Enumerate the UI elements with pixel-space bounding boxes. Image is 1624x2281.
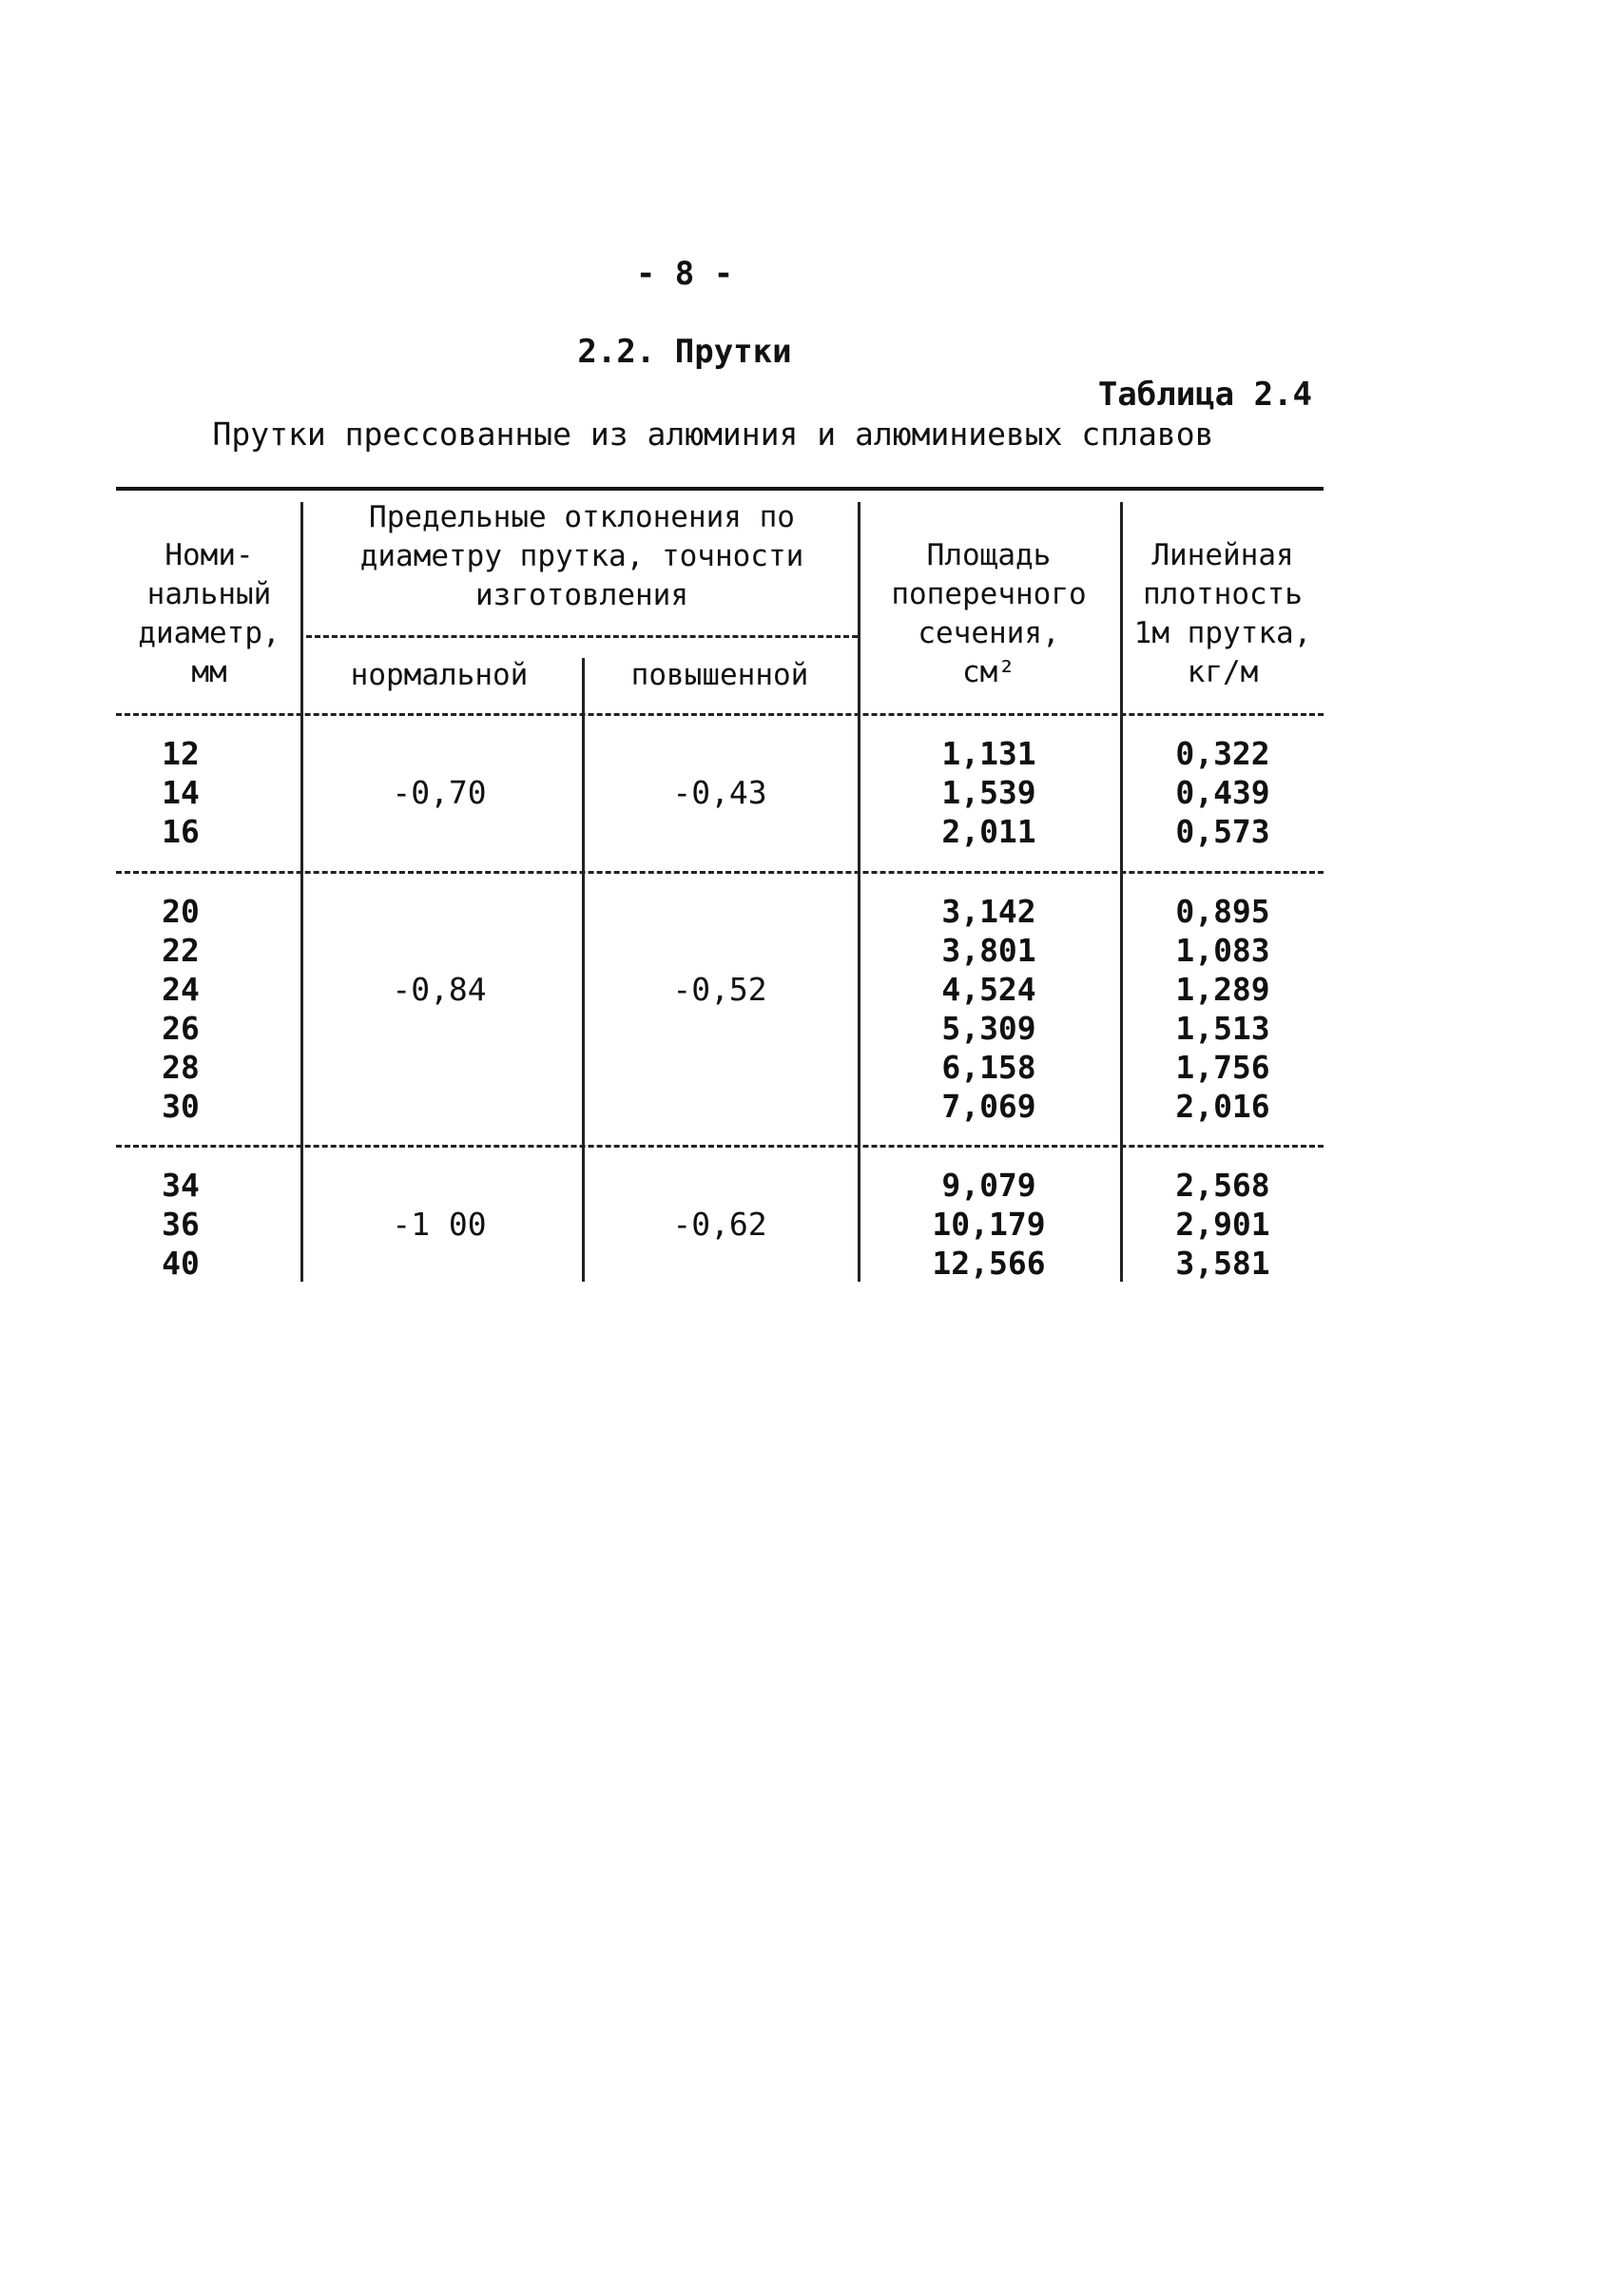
header-sub-rule [306, 635, 858, 638]
cell-density: 3,581 [1175, 1245, 1270, 1282]
table-top-rule [116, 487, 1324, 491]
cell-area: 1,539 [941, 774, 1036, 811]
header-diameter-line: Номи- [164, 538, 254, 572]
header-deviations [306, 498, 858, 615]
header-density-line: плотность [1143, 577, 1303, 611]
header-diameter-line: мм [191, 655, 227, 689]
cell-density: 0,573 [1175, 813, 1270, 850]
header-density-line: 1м прутка, [1133, 616, 1312, 650]
cell-diameter: 30 [162, 1088, 200, 1125]
cell-diameter: 16 [162, 813, 200, 850]
cell-area: 4,524 [941, 971, 1036, 1008]
cell-diameter: 20 [162, 893, 200, 930]
cell-area: 12,566 [932, 1245, 1046, 1282]
column-divider [300, 502, 303, 1282]
header-density [1122, 536, 1324, 692]
cell-area: 7,069 [941, 1088, 1036, 1125]
cell-density: 0,322 [1175, 735, 1270, 772]
cell-normal-tolerance: -1 00 [392, 1206, 487, 1243]
header-diameter [124, 536, 295, 692]
table-caption: Прутки прессованные из алюминия и алюминиевых сплавов [212, 416, 1214, 453]
cell-diameter: 14 [162, 774, 200, 811]
cell-area: 5,309 [941, 1010, 1036, 1047]
header-area-line: Площадь [926, 538, 1052, 572]
cell-area: 6,158 [941, 1049, 1036, 1086]
header-area-line: см² [962, 655, 1015, 689]
header-area-line: поперечного [891, 577, 1087, 611]
cell-density: 0,439 [1175, 774, 1270, 811]
cell-diameter: 28 [162, 1049, 200, 1086]
cell-area: 9,079 [941, 1167, 1036, 1204]
cell-diameter: 36 [162, 1206, 200, 1243]
cell-density: 1,289 [1175, 971, 1270, 1008]
cell-area: 3,801 [941, 932, 1036, 969]
header-diameter-line: диаметр, [138, 616, 280, 650]
section-title: 2.2. Прутки [577, 333, 792, 371]
cell-normal-tolerance: -0,70 [392, 774, 487, 811]
header-deviations-line: диаметру прутка, точности [359, 539, 804, 573]
cell-density: 2,901 [1175, 1206, 1270, 1243]
cell-area: 3,142 [941, 893, 1036, 930]
header-area-line: сечения, [918, 616, 1060, 650]
cell-density: 2,568 [1175, 1167, 1270, 1204]
header-high: повышенной [630, 658, 809, 692]
row-separator [116, 1145, 1324, 1148]
header-area [860, 536, 1117, 692]
row-separator [116, 871, 1324, 874]
row-separator [116, 713, 1324, 716]
header-density-line: кг/м [1187, 655, 1259, 689]
cell-diameter: 26 [162, 1010, 200, 1047]
cell-area: 1,131 [941, 735, 1036, 772]
cell-diameter: 12 [162, 735, 200, 772]
cell-density: 1,083 [1175, 932, 1270, 969]
table-label: Таблица 2.4 [1097, 376, 1312, 414]
cell-diameter: 40 [162, 1245, 200, 1282]
cell-density: 1,513 [1175, 1010, 1270, 1047]
cell-density: 0,895 [1175, 893, 1270, 930]
cell-density: 2,016 [1175, 1088, 1270, 1125]
header-diameter-line: нальный [146, 577, 272, 611]
cell-diameter: 34 [162, 1167, 200, 1204]
page-number: - 8 - [635, 255, 734, 293]
cell-high-tolerance: -0,62 [672, 1206, 767, 1243]
cell-area: 2,011 [941, 813, 1036, 850]
cell-diameter: 24 [162, 971, 200, 1008]
cell-diameter: 22 [162, 932, 200, 969]
cell-area: 10,179 [932, 1206, 1046, 1243]
cell-normal-tolerance: -0,84 [392, 971, 487, 1008]
header-deviations-line: изготовления [475, 578, 688, 612]
cell-high-tolerance: -0,43 [672, 774, 767, 811]
cell-high-tolerance: -0,52 [672, 971, 767, 1008]
header-density-line: Линейная [1151, 538, 1294, 572]
header-deviations-line: Предельные отклонения по [369, 500, 795, 534]
header-normal: нормальной [350, 658, 529, 692]
cell-density: 1,756 [1175, 1049, 1270, 1086]
